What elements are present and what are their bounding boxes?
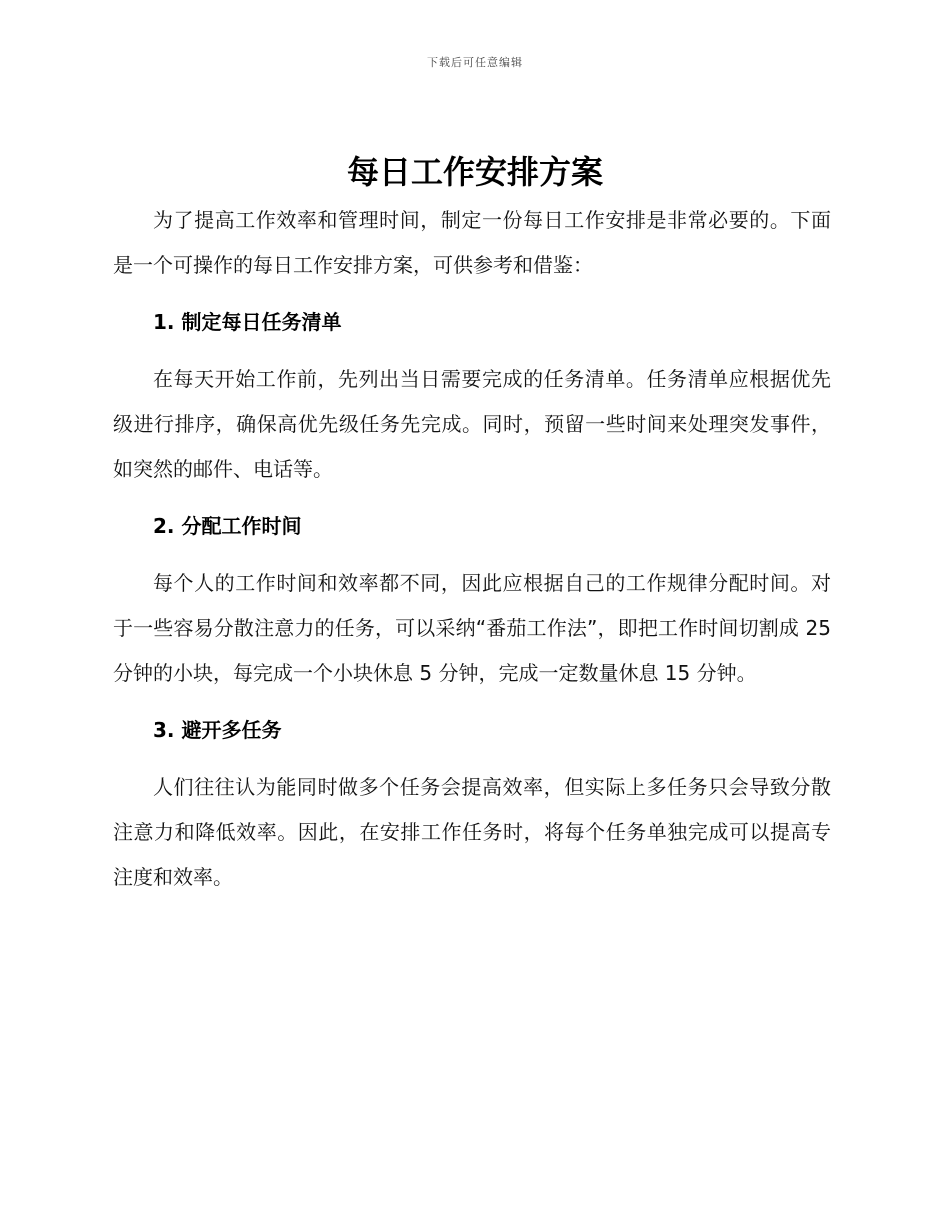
section-body-1: 在每天开始工作前，先列出当日需要完成的任务清单。任务清单应根据优先级进行排序，确保高优先级任务先完成。同时，预留一些时间来处理突发事件，如突然的邮件、电话等。 [113,367,831,481]
document-title: 每日工作安排方案 [346,153,603,191]
intro-paragraph: 为了提高工作效率和管理时间，制定一份每日工作安排是非常必要的。下面是一个可操作的每日工作安排方案，可供参考和借鉴： [113,208,831,277]
section-heading-1: 1. 制定每日任务清单 [153,310,342,334]
document-body [113,198,831,900]
section-heading-3: 3. 避开多任务 [153,718,282,742]
section-body-2: 每个人的工作时间和效率都不同，因此应根据自己的工作规律分配时间。对于一些容易分散注意力的任务，可以采纳“番茄工作法”，即把工作时间切割成 25 分钟的小块，每完成一个小块休息 5 分钟，完成一定数量休息 15 分钟。 [113,571,831,685]
section-heading-2: 2. 分配工作时间 [153,514,302,538]
header-note: 下载后可任意编辑 [427,56,523,69]
section-body-3: 人们往往认为能同时做多个任务会提高效率，但实际上多任务只会导致分散注意力和降低效率。因此，在安排工作任务时，将每个任务单独完成可以提高专注度和效率。 [113,775,831,889]
